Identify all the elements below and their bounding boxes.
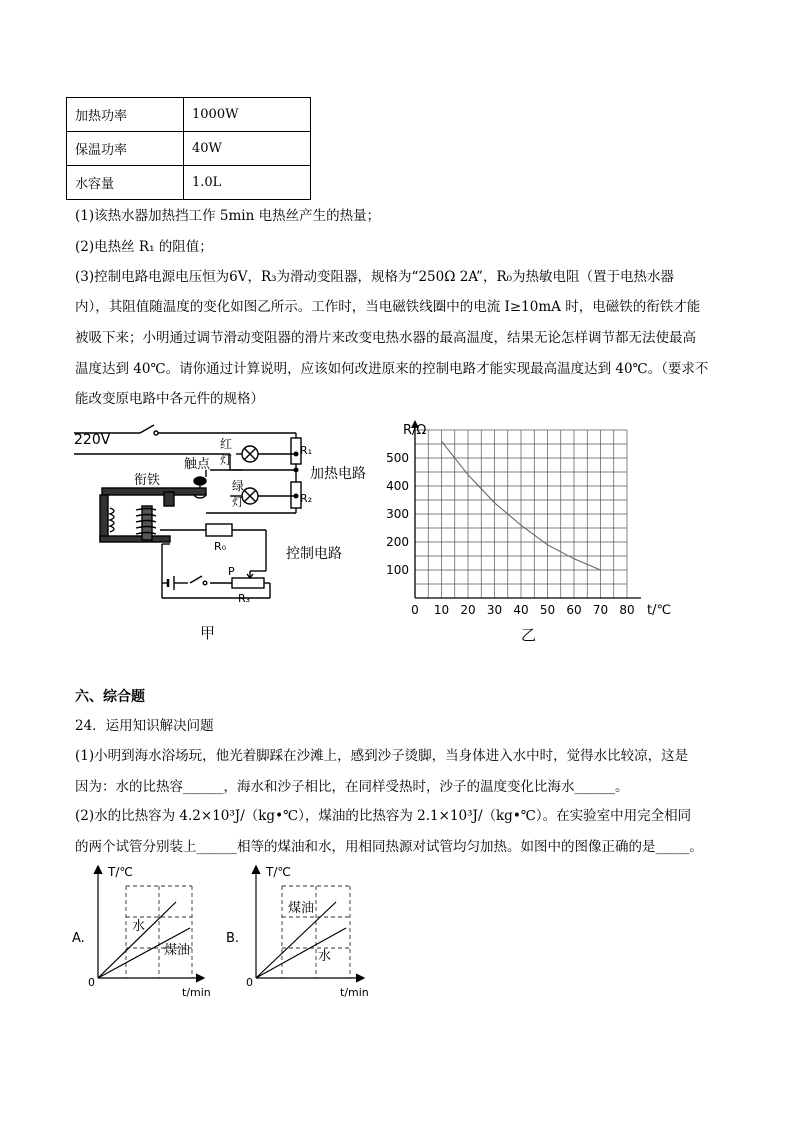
option-a-origin: 0	[88, 976, 95, 989]
r3-label: R₃	[238, 592, 251, 605]
green-lamp-icon	[242, 488, 258, 504]
y-axis-label: R/Ω	[403, 423, 427, 438]
circuit-diagram	[70, 418, 366, 650]
electromagnet-icon	[100, 495, 170, 542]
y-tick-label: 500	[386, 451, 409, 465]
spec-value: 40W	[184, 132, 311, 166]
q24-part2-line2: 的两个试管分别装上______相等的煤油和水，用相同热源对试管均匀加热。如图中的图像正确的是_____。	[75, 839, 703, 855]
option-a-upper-label: 水	[132, 919, 146, 934]
table-row	[67, 132, 311, 166]
slider-p-label: P	[228, 565, 235, 578]
option-b-lower-label: 水	[318, 949, 332, 964]
y-tick-label: 200	[386, 535, 409, 549]
y-tick-label: 100	[386, 563, 409, 577]
battery-icon	[168, 576, 174, 590]
graph-grid	[415, 430, 627, 598]
control-switch	[190, 576, 202, 583]
spec-value: 1000W	[184, 98, 311, 132]
x-tick-label: 20	[460, 603, 476, 617]
option-b-ylabel: T/℃	[266, 865, 291, 879]
q24-part1-line1: (1)小明到海水浴场玩，他光着脚踩在沙滩上，感到沙子烫脚，当身体进入水中时，觉得水比较凉，这是	[75, 748, 689, 764]
spec-value: 1.0L	[184, 166, 311, 200]
q23-part2: (2)电热丝 R₁ 的阻值；	[75, 239, 213, 255]
spec-table	[66, 97, 311, 200]
voltage-label: 220V	[74, 432, 111, 448]
x-tick-label: 10	[433, 603, 450, 617]
table-row	[67, 166, 311, 200]
r1-label: R₁	[300, 444, 313, 457]
y-tick-label: 400	[386, 479, 409, 493]
option-a-xlabel: t/min	[182, 986, 211, 999]
figure-caption-yi: 乙	[521, 626, 537, 644]
x-tick-label: 50	[539, 603, 556, 617]
x-tick-label: 80	[619, 603, 635, 617]
option-graphs	[70, 862, 370, 1002]
option-b-label: B.	[226, 931, 240, 946]
q23-part3-line3: 被吸下来；小明通过调节滑动变阻器的滑片来改变电热水器的最高温度，结果无论怎样调节都无法使最高	[75, 330, 696, 346]
resistance-temperature-graph	[380, 418, 690, 650]
q24-part2-line1: (2)水的比热容为 4.2×10³J/（kg•℃），煤油的比热容为 2.1×10³J/（kg•℃）。在实验室中用完全相同	[75, 808, 692, 824]
x-tick-label: 30	[486, 603, 503, 617]
r2-label: R₂	[300, 492, 313, 505]
spec-key: 水容量	[67, 166, 184, 200]
option-b-graph	[226, 865, 369, 999]
red-lamp-label-2: 灯	[220, 453, 233, 467]
q23-part3-line1: (3)控制电路电源电压恒为6V，R₃为滑动变阻器，规格为“250Ω 2A”，R₀为热敏电阻（置于电热水器	[75, 269, 675, 285]
x-tick-label: 70	[592, 603, 609, 617]
control-circuit-label: 控制电路	[286, 546, 342, 562]
q23-part3-line4: 温度达到 40℃。请你通过计算说明，应该如何改进原来的控制电路才能实现最高温度达到 40℃。（要求不	[75, 361, 709, 377]
spec-key: 加热功率	[67, 98, 184, 132]
green-lamp-label-1: 绿	[232, 479, 245, 493]
red-lamp-icon	[242, 446, 258, 462]
r0-label: R₀	[214, 540, 227, 553]
q23-part3-line2: 内），其阻值随温度的变化如图乙所示。工作时，当电磁铁线圈中的电流 I≥10mA 时，电磁铁的衔铁才能	[75, 299, 701, 315]
option-b-origin: 0	[246, 976, 253, 989]
q23-part1: (1)该热水器加热挡工作 5min 电热丝产生的热量；	[75, 208, 381, 224]
section-title: 六、综合题	[75, 689, 145, 705]
figure-caption-jia: 甲	[200, 624, 216, 642]
armature-bar	[102, 488, 206, 495]
x-tick-labels	[411, 603, 634, 617]
q24-title: 24．运用知识解决问题	[75, 718, 214, 734]
main-switch	[140, 425, 154, 433]
option-b-xlabel: t/min	[340, 986, 369, 999]
q24-part1-line2: 因为：水的比热容______，海水和沙子相比，在同样受热时，沙子的温度变化比海水______。	[75, 779, 629, 795]
y-tick-labels	[386, 451, 409, 577]
x-axis-label: t/℃	[647, 603, 672, 618]
r3-rheostat	[232, 578, 264, 588]
q23-part3-line5: 能改变原电路中各元件的规格）	[75, 391, 264, 407]
x-tick-label: 0	[411, 603, 419, 617]
x-tick-label: 60	[566, 603, 582, 617]
table-row	[67, 98, 311, 132]
contact-label: 触点	[184, 457, 211, 472]
armature-label: 衔铁	[134, 473, 161, 488]
y-tick-label: 300	[386, 507, 409, 521]
option-a-ylabel: T/℃	[108, 865, 133, 879]
red-lamp-label-1: 红	[220, 437, 233, 451]
option-b-upper-label: 煤油	[288, 901, 315, 916]
option-a-graph	[72, 865, 211, 999]
option-a-lower-label: 煤油	[164, 943, 191, 958]
spec-key: 保温功率	[67, 132, 184, 166]
option-a-label: A.	[72, 931, 85, 946]
green-lamp-label-2: 灯	[232, 495, 245, 509]
option-a-line-upper	[98, 902, 176, 978]
heating-circuit-label: 加热电路	[310, 466, 366, 482]
r0-resistor	[206, 524, 232, 536]
x-tick-label: 40	[513, 603, 529, 617]
